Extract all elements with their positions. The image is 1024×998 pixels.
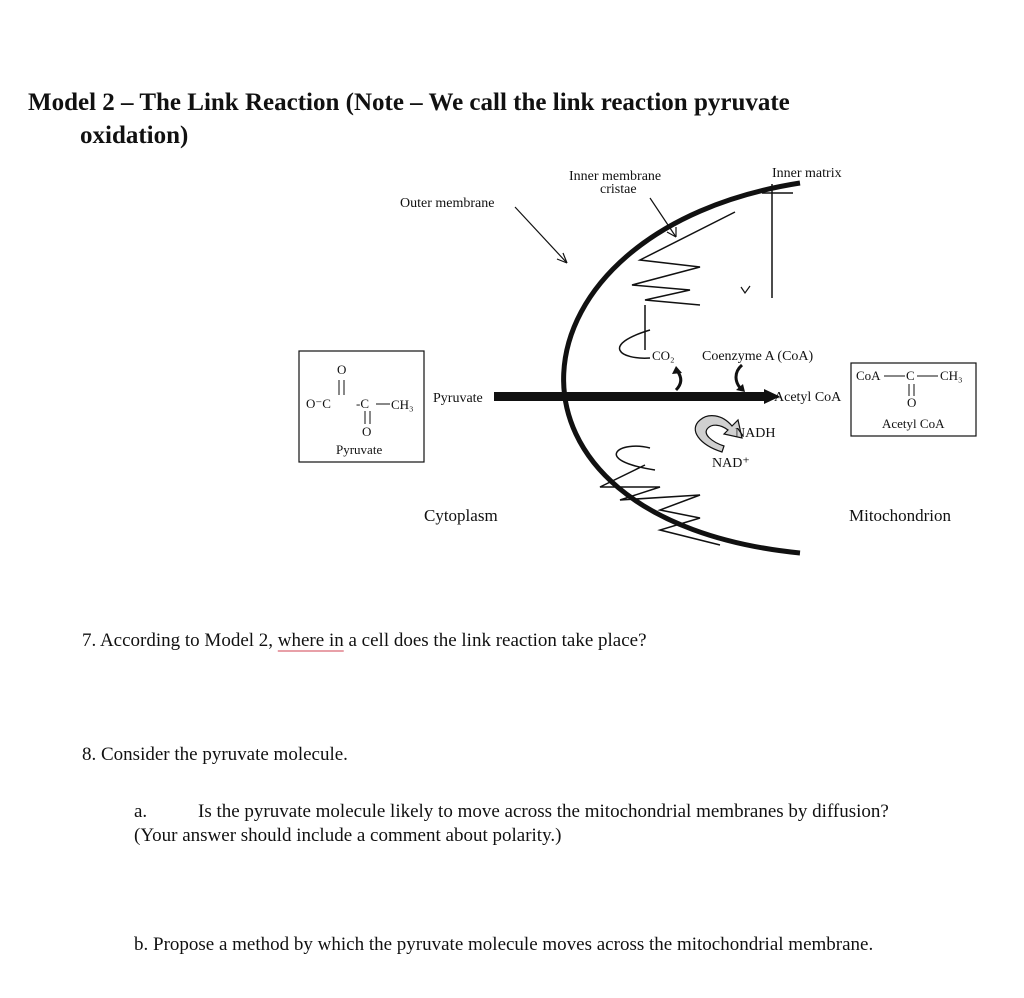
co2-arrowhead — [672, 366, 682, 374]
nadh-label: NADH — [735, 426, 776, 441]
heading-line-1: Model 2 – The Link Reaction (Note – We call the link reaction pyruvate — [28, 89, 790, 116]
question-8b — [134, 934, 873, 956]
question-8 — [82, 744, 348, 766]
mitochondrion-label: Mitochondrion — [849, 506, 951, 525]
question-8a — [134, 800, 889, 848]
q8a-line-1: Is the pyruvate molecule likely to move across the mitochondrial membranes by diffusion? — [198, 801, 889, 822]
co2-label: CO₂ — [652, 348, 675, 363]
q8-number: 8. — [82, 744, 97, 765]
acetyl-coa-coa: CoA — [856, 368, 881, 383]
pyruvate-c-mid: -C — [356, 396, 369, 411]
q7-underlined-phrase: where in — [277, 630, 344, 651]
acetyl-coa-o: O — [907, 395, 917, 410]
acetyl-coa-arrow-label: Acetyl CoA — [774, 390, 842, 405]
q8a-line-2: (Your answer should include a comment about polarity.) — [134, 825, 562, 846]
q7-text-after: a cell does the link reaction take place? — [343, 630, 647, 651]
pyruvate-structure-box — [299, 351, 424, 462]
outer-membrane-label: Outer membrane — [400, 196, 495, 211]
pyruvate-arrow-label: Pyruvate — [433, 391, 483, 406]
inner-matrix-label: Inner matrix — [772, 166, 842, 181]
inner-membrane-label: Inner membrane — [569, 169, 662, 184]
small-tick-mark — [741, 286, 750, 293]
cytoplasm-label: Cytoplasm — [424, 506, 498, 525]
pyruvate-caption: Pyruvate — [336, 442, 383, 457]
q8b-text: b. Propose a method by which the pyruvate molecule moves across the mitochondrial membrane. — [134, 934, 874, 955]
pyruvate-o-top: O — [337, 362, 347, 377]
reaction-arrow-shaft — [494, 392, 764, 401]
acetyl-coa-c: C — [906, 368, 915, 383]
pyruvate-ch3: CH₃ — [391, 397, 414, 412]
q7-number: 7. — [82, 630, 97, 651]
outer-membrane-pointer — [515, 207, 567, 263]
co2-arrow — [676, 372, 681, 390]
acetyl-coa-caption: Acetyl CoA — [882, 416, 945, 431]
cristae-label: cristae — [600, 182, 637, 197]
question-7 — [82, 630, 647, 652]
acetyl-coa-structure-box — [851, 363, 976, 436]
nad-plus-label: NAD⁺ — [712, 456, 750, 471]
q7-text-before: According to Model 2, — [99, 630, 278, 651]
pyruvate-o-minus-c: O⁻C — [306, 396, 331, 411]
coenzyme-a-label: Coenzyme A (CoA) — [702, 349, 814, 364]
heading-line-2: oxidation) — [80, 122, 189, 149]
q8-text: Consider the pyruvate molecule. — [101, 744, 348, 765]
pyruvate-o-bottom: O — [362, 424, 372, 439]
acetyl-coa-ch3: CH₃ — [940, 368, 963, 383]
q8a-letter: a. — [134, 801, 148, 822]
